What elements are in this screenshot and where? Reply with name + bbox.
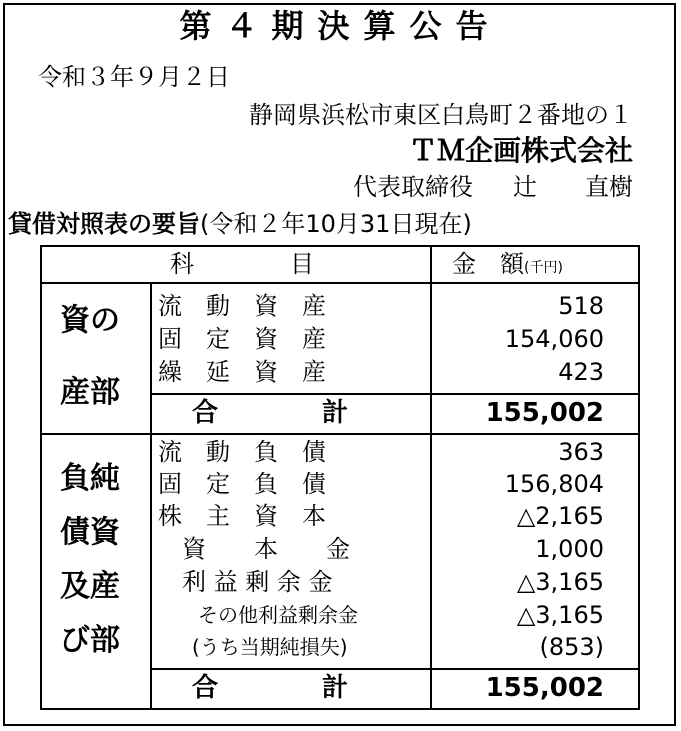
subject-header: 科 目	[170, 250, 314, 278]
liability-total-label: 合 計	[192, 673, 349, 703]
asset-row-value: 423	[558, 358, 604, 386]
liability-row-value: 363	[558, 438, 604, 466]
asset-total-value: 155,002	[485, 398, 604, 428]
asset-row-label: 固 定 資 産	[158, 325, 326, 353]
representative	[353, 172, 633, 202]
liability-row-label: その他利益剰余金	[198, 603, 358, 627]
liabilities-category-line3: 及産	[60, 569, 120, 604]
asset-row-label: 流 動 資 産	[158, 292, 326, 320]
asset-row-value: 518	[558, 292, 604, 320]
liabilities-category-line4: び部	[60, 623, 120, 658]
assets-category-line1: 資の	[60, 303, 120, 338]
amount-header-label: 金 額	[452, 250, 524, 278]
representative-name: 辻 直樹	[513, 173, 633, 201]
asset-row-value: 154,060	[504, 325, 604, 353]
notice-title: 第４期決算公告	[179, 7, 502, 45]
asset-total-label: 合 計	[192, 398, 349, 428]
liabilities-category-line1: 負純	[60, 461, 120, 496]
liability-row-label: 資 本 金	[182, 535, 350, 563]
liability-total-value: 155,002	[485, 673, 604, 703]
asset-total-divider	[150, 393, 638, 395]
liability-row-value: 156,804	[504, 470, 604, 498]
asset-row-label: 繰 延 資 産	[158, 358, 326, 386]
liability-row-label: 固 定 負 債	[158, 470, 326, 498]
amount-header	[452, 249, 563, 283]
liability-row-label: 流 動 負 債	[158, 438, 326, 466]
liability-row-value: △3,165	[516, 568, 604, 596]
liability-row-value: △3,165	[516, 601, 604, 629]
amount-unit: (千円)	[524, 260, 563, 276]
balance-sheet-date: (令和２年10月31日現在)	[200, 210, 472, 238]
balance-sheet-heading	[8, 208, 472, 240]
liability-total-divider	[150, 668, 638, 670]
assets-category-line2: 産部	[60, 375, 120, 410]
category-column-divider	[150, 282, 152, 708]
liability-row-label: 利 益 剰 余 金	[182, 568, 333, 596]
company-address: 静岡県浜松市東区白鳥町２番地の１	[249, 101, 633, 129]
balance-sheet-title: 貸借対照表の要旨	[8, 210, 200, 238]
liability-row-label: (うち当期純損失)	[192, 635, 348, 659]
amount-column-divider	[430, 247, 432, 708]
company-name: ＴＭ企画株式会社	[408, 134, 633, 167]
liability-row-value: △2,165	[516, 502, 604, 530]
balance-sheet-table	[40, 245, 640, 710]
liability-row-value: (853)	[539, 633, 604, 661]
section-divider	[42, 433, 638, 435]
representative-title: 代表取締役	[353, 173, 473, 201]
liability-row-label: 株 主 資 本	[158, 502, 326, 530]
liability-row-value: 1,000	[535, 535, 604, 563]
notice-date: 令和３年９月２日	[38, 63, 230, 91]
liabilities-category-line2: 債資	[60, 515, 120, 550]
